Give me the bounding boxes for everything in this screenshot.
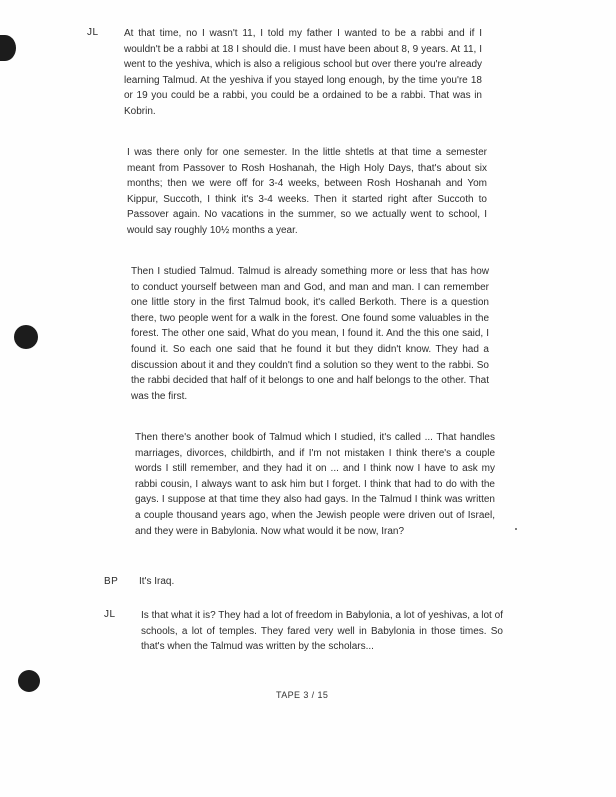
paragraph-6: Is that what it is? They had a lot of freedom in Babylonia, a lot of yeshivas, a lot of schools, a lot of temples. They fared very well in Babylonia in those times. So that's when the Talmud was written by the scholars...	[141, 610, 503, 653]
speaker-label-jl-2: JL	[104, 609, 116, 620]
scan-speck	[515, 528, 517, 530]
paragraph-2: I was there only for one semester. In the little shtetls at that time a semester meant from Passover to Rosh Hoshanah, the High Holy Days, that's about six months; then we were off for 3-4 weeks, between Rosh Hoshanah and Yom Kippur, Succoth, I think it's 3-4 weeks. Then it started right after Succoth to Passover again. No vacations in the summer, so we actually went to school, I would say roughly 10½ months a year.	[127, 147, 487, 236]
binder-hole-bottom	[18, 670, 40, 692]
binder-hole-middle	[14, 325, 38, 349]
paragraph-3: Then I studied Talmud. Talmud is already something more or less that has how to conduct yourself between man and God, and man and man. I can remember one little story in the first Talmud book, it's called Berkoth. There is a question there, two people went for a walk in the forest. One found some valuables in the forest. The other one said, What do you mean, I found it. And the this one said, I found it. So each one said that he found it but they didn't know. They had a discussion about it and they couldn't find a solution so they went to the rabbi. So the rabbi decided that half of it belongs to one and half belongs to the other. That was the first.	[131, 266, 489, 402]
speaker-label-bp: BP	[104, 576, 119, 587]
paragraph-5: It's Iraq.	[139, 576, 175, 587]
tape-page-footer: TAPE 3 / 15	[276, 690, 329, 700]
binder-hole-top	[0, 35, 16, 61]
paragraph-1: At that time, no I wasn't 11, I told my father I wanted to be a rabbi and if I wouldn't be a rabbi at 18 I should die. I must have been about 8, 9 years. At 11, I went to the yeshiva, which is also a religious school but over there you're already learning Talmud. At the yeshiva if you stayed long enough, by the time you're 18 or 19 you could be a rabbi, you could be a ordained to be a rabbi. That was in Kobrin.	[124, 28, 482, 117]
speaker-label-jl: JL	[87, 27, 99, 38]
paragraph-4: Then there's another book of Talmud which I studied, it's called ... That handles marriages, divorces, childbirth, and if I'm not mistaken I think there's a couple words I still remember, and they had it on ... and I think now I have to ask my rabbi cousin, I always want to ask him but I forget. I think that had to do with the gays. I suppose at that time they also had gays. In the Talmud I think was written a couple thousand years ago, when the Jewish people were driven out of Israel, and they were in Babylonia. Now what would it be now, Iran?	[135, 432, 495, 537]
